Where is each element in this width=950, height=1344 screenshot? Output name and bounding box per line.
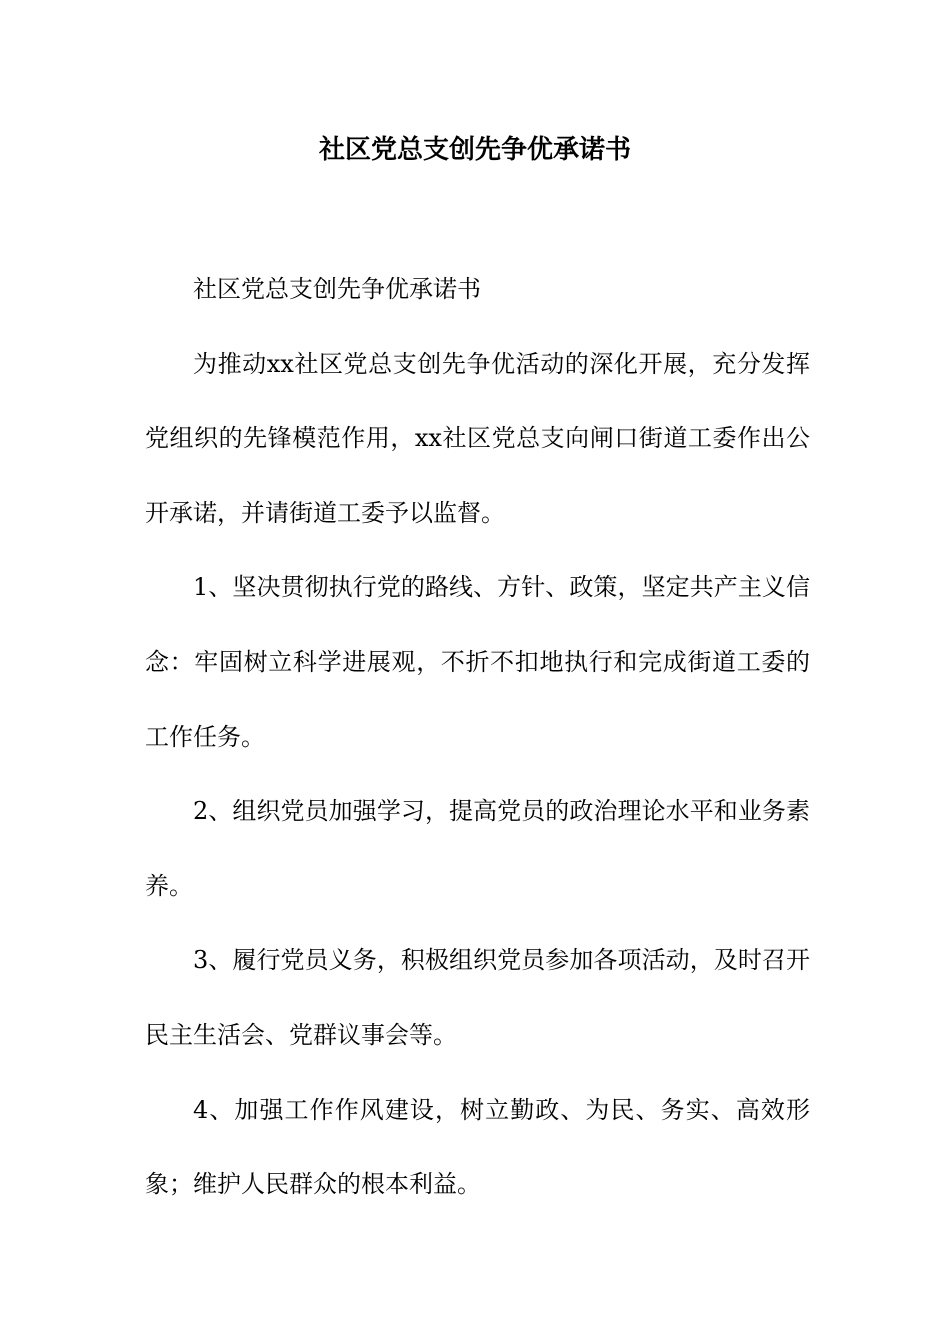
document-body <box>145 252 810 1222</box>
commitment-item-1: 1、坚决贯彻执行党的路线、方针、政策，坚定共产主义信念：牢固树立科学进展观，不折不扣地执行和完成街道工委的工作任务。 <box>145 573 810 751</box>
subtitle-paragraph: 社区党总支创先争优承诺书 <box>193 275 481 303</box>
commitment-item-3: 3、履行党员义务，积极组织党员参加各项活动，及时召开民主生活会、党群议事会等。 <box>145 946 810 1049</box>
commitment-item-2: 2、组织党员加强学习，提高党员的政治理论水平和业务素养。 <box>145 797 810 900</box>
document-title: 社区党总支创先争优承诺书 <box>318 135 631 165</box>
intro-paragraph: 为推动xx社区党总支创先争优活动的深化开展，充分发挥党组织的先锋模范作用，xx社区党总支向闸口街道工委作出公开承诺，并请街道工委予以监督。 <box>145 349 810 527</box>
commitment-item-4: 4、加强工作作风建设，树立勤政、为民、务实、高效形象；维护人民群众的根本利益。 <box>145 1095 810 1199</box>
